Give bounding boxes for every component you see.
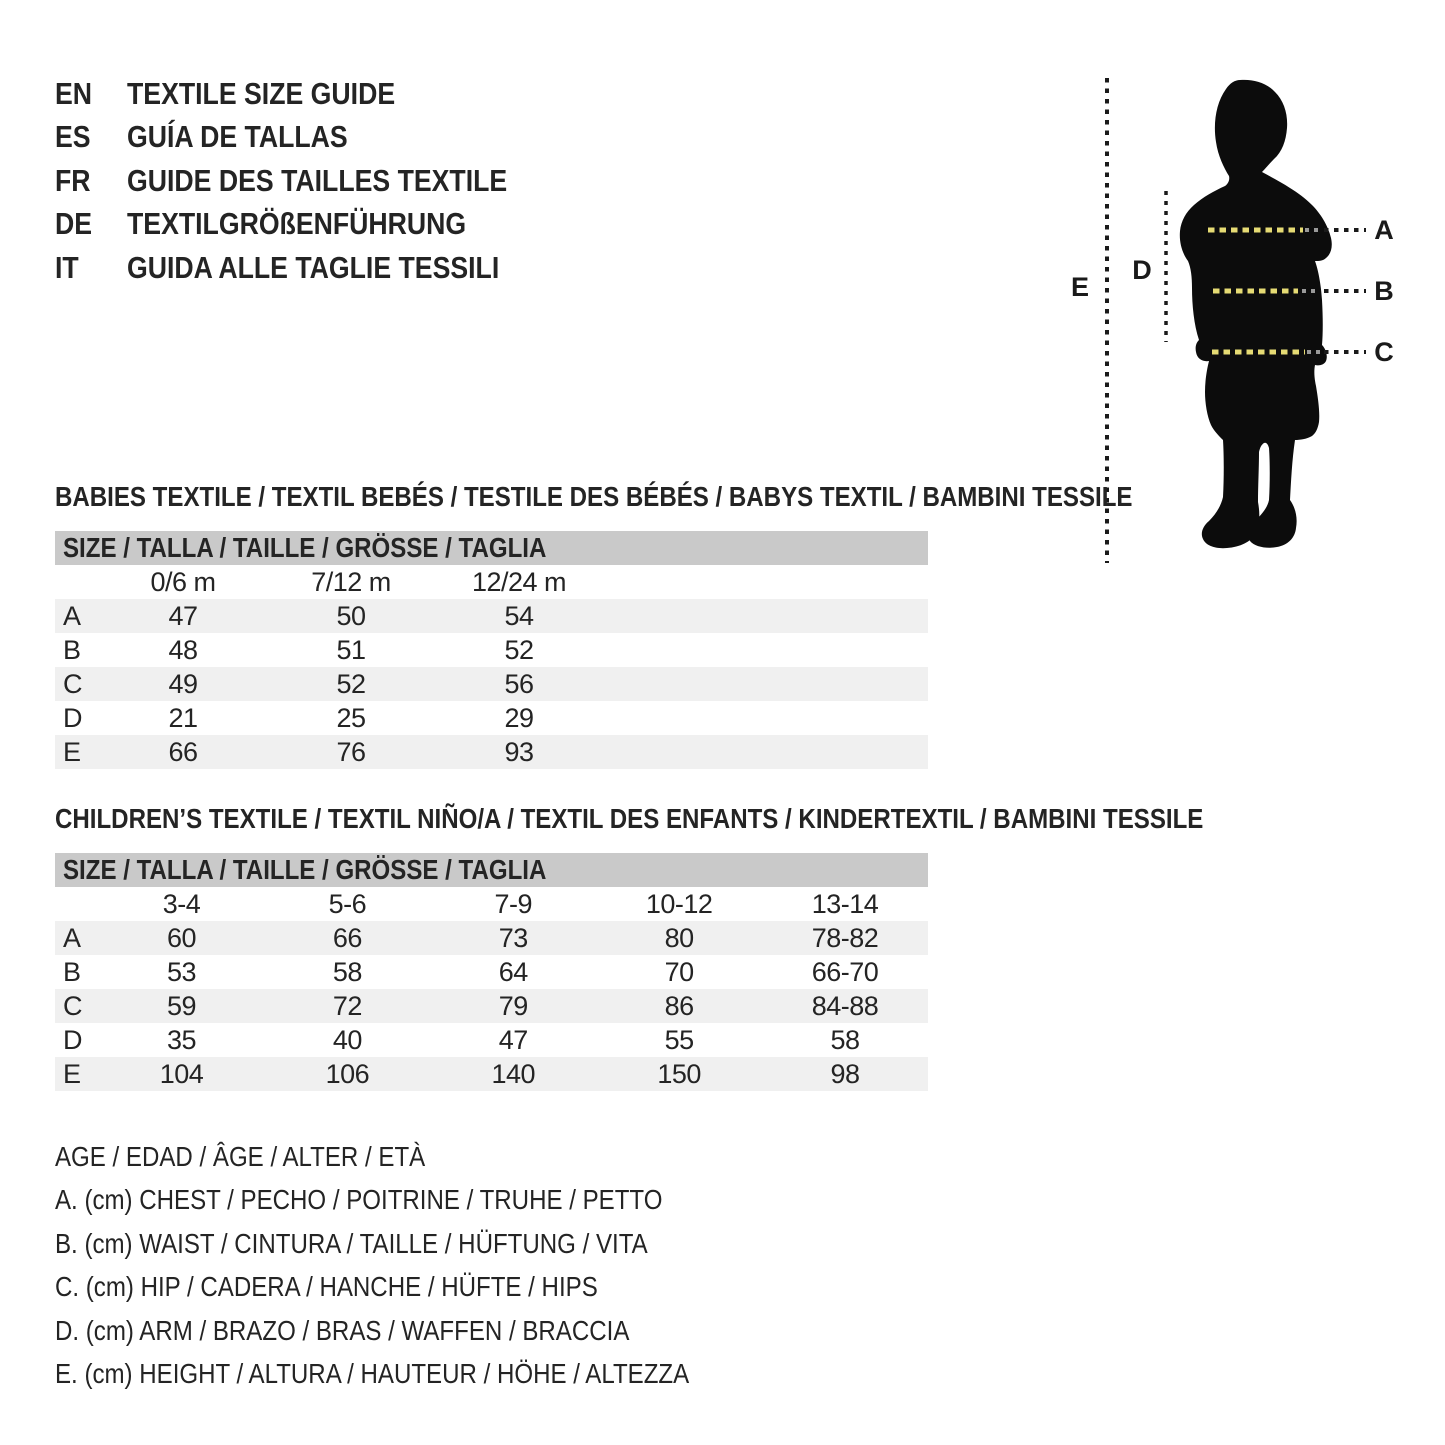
column-header: 13-14 <box>811 888 879 919</box>
cell: 93 <box>504 736 534 767</box>
legend-line-chest: A. (cm) CHEST / PECHO / POITRINE / TRUHE / PETTO <box>55 1184 663 1216</box>
cell: 25 <box>336 702 366 733</box>
cell: 49 <box>168 668 198 699</box>
cell: 54 <box>504 600 534 631</box>
measurement-legend <box>55 1135 792 1396</box>
lang-title: TEXTILE SIZE GUIDE <box>127 75 396 111</box>
children-size-table <box>55 853 928 1091</box>
lang-row-it <box>55 246 569 290</box>
size-header-label: SIZE / TALLA / TAILLE / GRÖSSE / TAGLIA <box>63 532 547 563</box>
cell: 47 <box>498 1024 528 1055</box>
table-row <box>55 1023 928 1057</box>
table-row <box>55 921 928 955</box>
table-row <box>55 735 928 769</box>
cell: 66-70 <box>811 956 879 987</box>
table-row <box>55 1057 928 1091</box>
cell: 84-88 <box>811 990 879 1021</box>
cell: 80 <box>664 922 694 953</box>
cell: 55 <box>664 1024 694 1055</box>
cell: 48 <box>168 634 198 665</box>
cell: 66 <box>332 922 362 953</box>
table-row <box>55 955 928 989</box>
row-label: B <box>63 956 81 987</box>
cell: 140 <box>491 1058 536 1089</box>
column-header: 0/6 m <box>150 566 216 597</box>
row-label: A <box>63 600 81 631</box>
measure-label-e: E <box>1070 272 1089 302</box>
lang-code: EN <box>55 75 93 111</box>
cell: 60 <box>166 922 197 953</box>
lang-code: FR <box>55 162 91 198</box>
lang-row-en <box>55 72 569 116</box>
cell: 70 <box>664 956 694 987</box>
column-header: 5-6 <box>328 888 367 919</box>
cell: 50 <box>336 600 366 631</box>
table-row <box>55 633 928 667</box>
lang-title: GUÍA DE TALLAS <box>127 119 348 155</box>
children-table-header-bar <box>55 853 928 887</box>
cell: 64 <box>498 956 528 987</box>
lang-code: DE <box>55 206 93 242</box>
column-header: 12/24 m <box>471 566 567 597</box>
cell: 51 <box>336 634 366 665</box>
cell: 79 <box>498 990 528 1021</box>
row-label: C <box>63 990 82 1021</box>
cell: 56 <box>504 668 534 699</box>
lang-row-fr <box>55 159 569 203</box>
cell: 98 <box>830 1058 860 1089</box>
column-header: 7/12 m <box>311 566 391 597</box>
babies-table-header-bar <box>55 531 928 565</box>
legend-line-hip: C. (cm) HIP / CADERA / HANCHE / HÜFTE / HIPS <box>55 1271 598 1303</box>
lang-code: ES <box>55 119 91 155</box>
row-label: E <box>63 736 81 767</box>
row-label: A <box>63 922 81 953</box>
cell: 53 <box>166 956 197 987</box>
lang-row-es <box>55 116 569 160</box>
row-label: D <box>63 1024 82 1055</box>
table-row <box>55 989 928 1023</box>
column-header: 3-4 <box>162 888 201 919</box>
row-label: E <box>63 1058 81 1089</box>
measure-label-d: D <box>1132 255 1152 285</box>
language-title-block <box>55 72 569 290</box>
lang-title: TEXTILGRÖßENFÜHRUNG <box>127 206 467 242</box>
cell: 35 <box>166 1024 197 1055</box>
legend-line-height: E. (cm) HEIGHT / ALTURA / HAUTEUR / HÖHE / ALTEZZA <box>55 1358 690 1390</box>
cell: 52 <box>504 634 534 665</box>
cell: 29 <box>504 702 534 733</box>
column-header: 7-9 <box>494 888 533 919</box>
cell: 59 <box>166 990 197 1021</box>
cell: 58 <box>830 1024 860 1055</box>
babies-column-header-row <box>55 565 928 599</box>
cell: 78-82 <box>811 922 879 953</box>
cell: 58 <box>332 956 362 987</box>
cell: 21 <box>168 702 198 733</box>
cell: 47 <box>168 600 198 631</box>
size-header-label: SIZE / TALLA / TAILLE / GRÖSSE / TAGLIA <box>63 854 547 885</box>
lang-code: IT <box>55 249 79 285</box>
cell: 104 <box>159 1058 204 1089</box>
cell: 86 <box>664 990 694 1021</box>
babies-size-table <box>55 531 928 769</box>
legend-line-arm: D. (cm) ARM / BRAZO / BRAS / WAFFEN / BRACCIA <box>55 1314 630 1346</box>
measure-label-b: B <box>1374 276 1394 306</box>
cell: 40 <box>332 1024 362 1055</box>
row-label: C <box>63 668 82 699</box>
cell: 76 <box>336 736 366 767</box>
cell: 52 <box>336 668 366 699</box>
table-row <box>55 599 928 633</box>
lang-row-de <box>55 203 569 247</box>
children-section-title: CHILDREN’S TEXTILE / TEXTIL NIÑO/A / TEXTIL DES ENFANTS / KINDERTEXTIL / BAMBINI TESSILE <box>55 803 1204 834</box>
cell: 72 <box>332 990 362 1021</box>
cell: 66 <box>168 736 198 767</box>
babies-section-title: BABIES TEXTILE / TEXTIL BEBÉS / TESTILE DES BÉBÉS / BABYS TEXTIL / BAMBINI TESSILE <box>55 481 1133 512</box>
row-label: B <box>63 634 81 665</box>
legend-line-waist: B. (cm) WAIST / CINTURA / TAILLE / HÜFTUNG / VITA <box>55 1227 648 1259</box>
cell: 106 <box>325 1058 370 1089</box>
cell: 73 <box>498 922 528 953</box>
row-label: D <box>63 702 82 733</box>
children-column-header-row <box>55 887 928 921</box>
lang-title: GUIDA ALLE TAGLIE TESSILI <box>127 249 500 285</box>
column-header: 10-12 <box>645 888 713 919</box>
cell: 150 <box>657 1058 701 1089</box>
table-row <box>55 667 928 701</box>
child-silhouette <box>1180 80 1332 548</box>
legend-line-age: AGE / EDAD / ÂGE / ALTER / ETÀ <box>55 1140 426 1172</box>
measure-label-a: A <box>1374 215 1394 245</box>
measure-label-c: C <box>1374 337 1394 367</box>
lang-title: GUIDE DES TAILLES TEXTILE <box>127 162 508 198</box>
table-row <box>55 701 928 735</box>
